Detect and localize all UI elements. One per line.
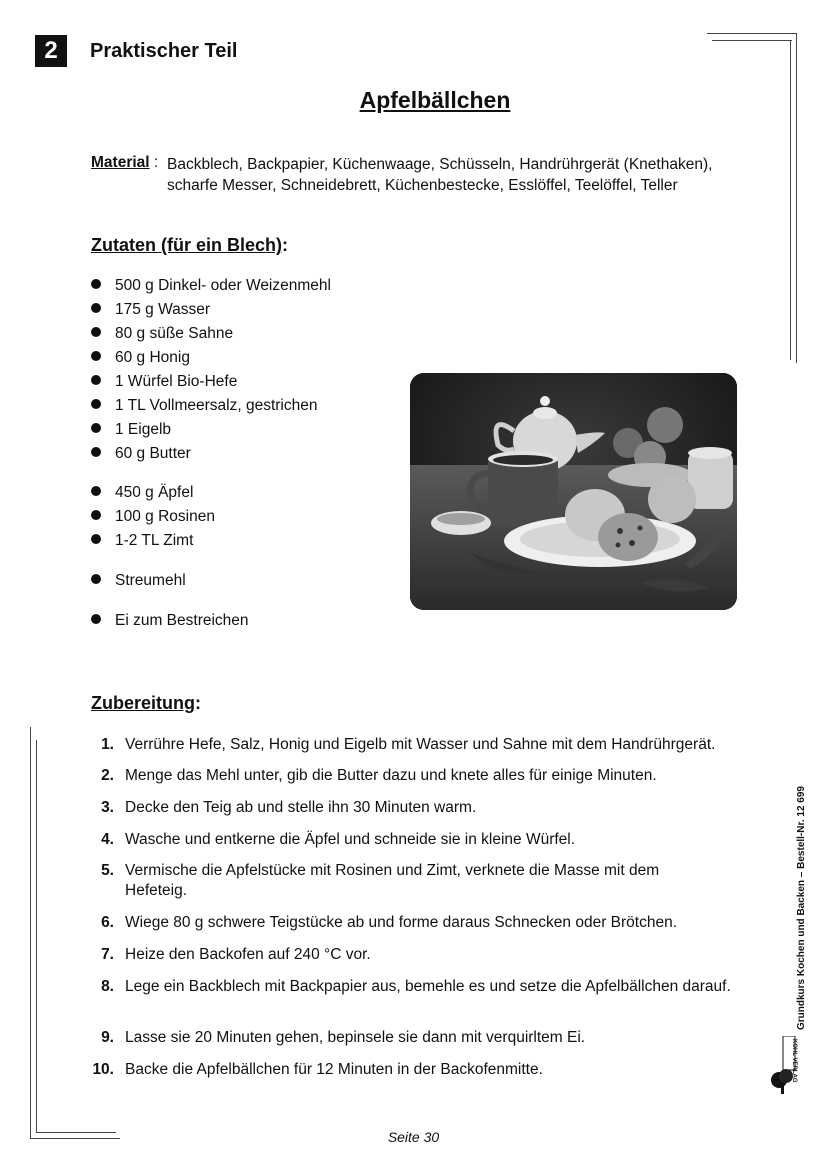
step-number: 4. [101, 831, 114, 848]
step-number: 7. [101, 946, 114, 963]
frame-top-right-h2 [712, 40, 792, 41]
bullet-icon [91, 399, 101, 409]
ingredient-text: 1 TL Vollmeersalz, gestrichen [115, 397, 318, 414]
list-item [91, 571, 186, 591]
step-text: Verrühre Hefe, Salz, Honig und Eigelb mit Wasser und Sahne mit dem Handrührgerät. [125, 736, 716, 753]
side-publication-text: Grundkurs Kochen und Backen – Bestell-Nr. 12 699 [796, 786, 807, 1030]
ingredients-heading-colon: : [282, 235, 289, 255]
list-item [91, 531, 193, 551]
list-item [91, 507, 215, 527]
bullet-icon [91, 279, 101, 289]
logo-text: KOHL VERLAG [791, 1039, 797, 1083]
ingredient-text: Ei zum Bestreichen [115, 612, 249, 629]
step-number: 8. [101, 978, 114, 995]
list-item [91, 276, 331, 296]
step-number: 3. [101, 799, 114, 816]
frame-top-right-h1 [707, 33, 797, 34]
step-text: Backe die Apfelbällchen für 12 Minuten in der Backofenmitte. [125, 1061, 543, 1078]
ingredients-heading-label: Zutaten (für ein Blech) [91, 235, 283, 255]
step-number: 9. [101, 1029, 114, 1046]
ingredient-text: 60 g Honig [115, 349, 190, 366]
preparation-heading-label: Zubereitung [91, 693, 195, 713]
list-item [91, 420, 171, 440]
ingredient-text: 450 g Äpfel [115, 484, 194, 501]
ingredient-text: 1-2 TL Zimt [115, 532, 194, 549]
frame-bottom-left-v2 [36, 740, 37, 1133]
still-life-illustration [410, 373, 737, 610]
step-text: Wiege 80 g schwere Teigstücke ab und forme daraus Schnecken oder Brötchen. [125, 914, 678, 931]
ingredient-text: 60 g Butter [115, 445, 191, 462]
preparation-heading [91, 693, 201, 714]
page-title: Apfelbällchen [359, 87, 511, 113]
material-label: Material [91, 154, 150, 171]
step-text: Menge das Mehl unter, gib die Butter dazu und knete alles für einige Minuten. [125, 767, 657, 784]
chapter-number: 2 [35, 35, 67, 67]
list-item [91, 348, 190, 368]
bullet-icon [91, 510, 101, 520]
step-text: Vermische die Apfelstücke mit Rosinen und Zimt, verknete die Masse mit dem Hefeteig. [125, 862, 660, 899]
step-text: Wasche und entkerne die Äpfel und schneide sie in kleine Würfel. [125, 831, 576, 848]
bullet-icon [91, 614, 101, 624]
ingredient-text: 1 Eigelb [115, 421, 172, 438]
step-number: 1. [101, 736, 114, 753]
list-item [91, 372, 237, 392]
bullet-icon [91, 486, 101, 496]
step-number: 5. [101, 862, 114, 879]
bullet-icon [91, 447, 101, 457]
step-number: 2. [101, 767, 114, 784]
ingredient-text: 80 g süße Sahne [115, 325, 234, 342]
bullet-icon [91, 303, 101, 313]
page-number: Seite 30 [387, 1129, 440, 1145]
section-title: Praktischer Teil [90, 40, 238, 62]
list-item [91, 444, 191, 464]
frame-bottom-left-v1 [30, 727, 31, 1139]
ingredient-text: Streumehl [115, 572, 186, 589]
ingredients-heading [91, 235, 288, 256]
ingredient-text: 1 Würfel Bio-Hefe [115, 373, 238, 390]
list-item [91, 324, 233, 344]
publisher-logo [770, 1036, 798, 1096]
step-text: Heize den Backofen auf 240 °C vor. [125, 946, 371, 963]
step-text: Decke den Teig ab und stelle ihn 30 Minuten warm. [125, 799, 477, 816]
bullet-icon [91, 351, 101, 361]
material-colon: : [154, 154, 159, 171]
list-item [91, 396, 317, 416]
material-text: Backblech, Backpapier, Küchenwaage, Schüsseln, Handrührgerät (Knethaken), scharfe Messer, Schneidebrett, Küchenbestecke, Esslöffel, Teelöffel, Teller [167, 156, 713, 194]
bullet-icon [91, 327, 101, 337]
bullet-icon [91, 375, 101, 385]
ingredient-text: 175 g Wasser [115, 301, 211, 318]
step-text: Lasse sie 20 Minuten gehen, bepinsele sie dann mit verquirltem Ei. [125, 1029, 586, 1046]
preparation-heading-colon: : [195, 693, 201, 713]
frame-top-right-v1 [796, 33, 797, 363]
recipe-photo [410, 373, 737, 610]
list-item [91, 611, 249, 631]
step-number: 6. [101, 914, 114, 931]
bullet-icon [91, 574, 101, 584]
ingredient-text: 500 g Dinkel- oder Weizenmehl [115, 277, 331, 294]
list-item [91, 300, 210, 320]
bullet-icon [91, 534, 101, 544]
list-item [91, 483, 193, 503]
step-number: 10. [92, 1061, 114, 1078]
ingredient-text: 100 g Rosinen [115, 508, 215, 525]
step-text: Lege ein Backblech mit Backpapier aus, bemehle es und setze die Apfelbällchen darauf. [125, 978, 731, 995]
bullet-icon [91, 423, 101, 433]
